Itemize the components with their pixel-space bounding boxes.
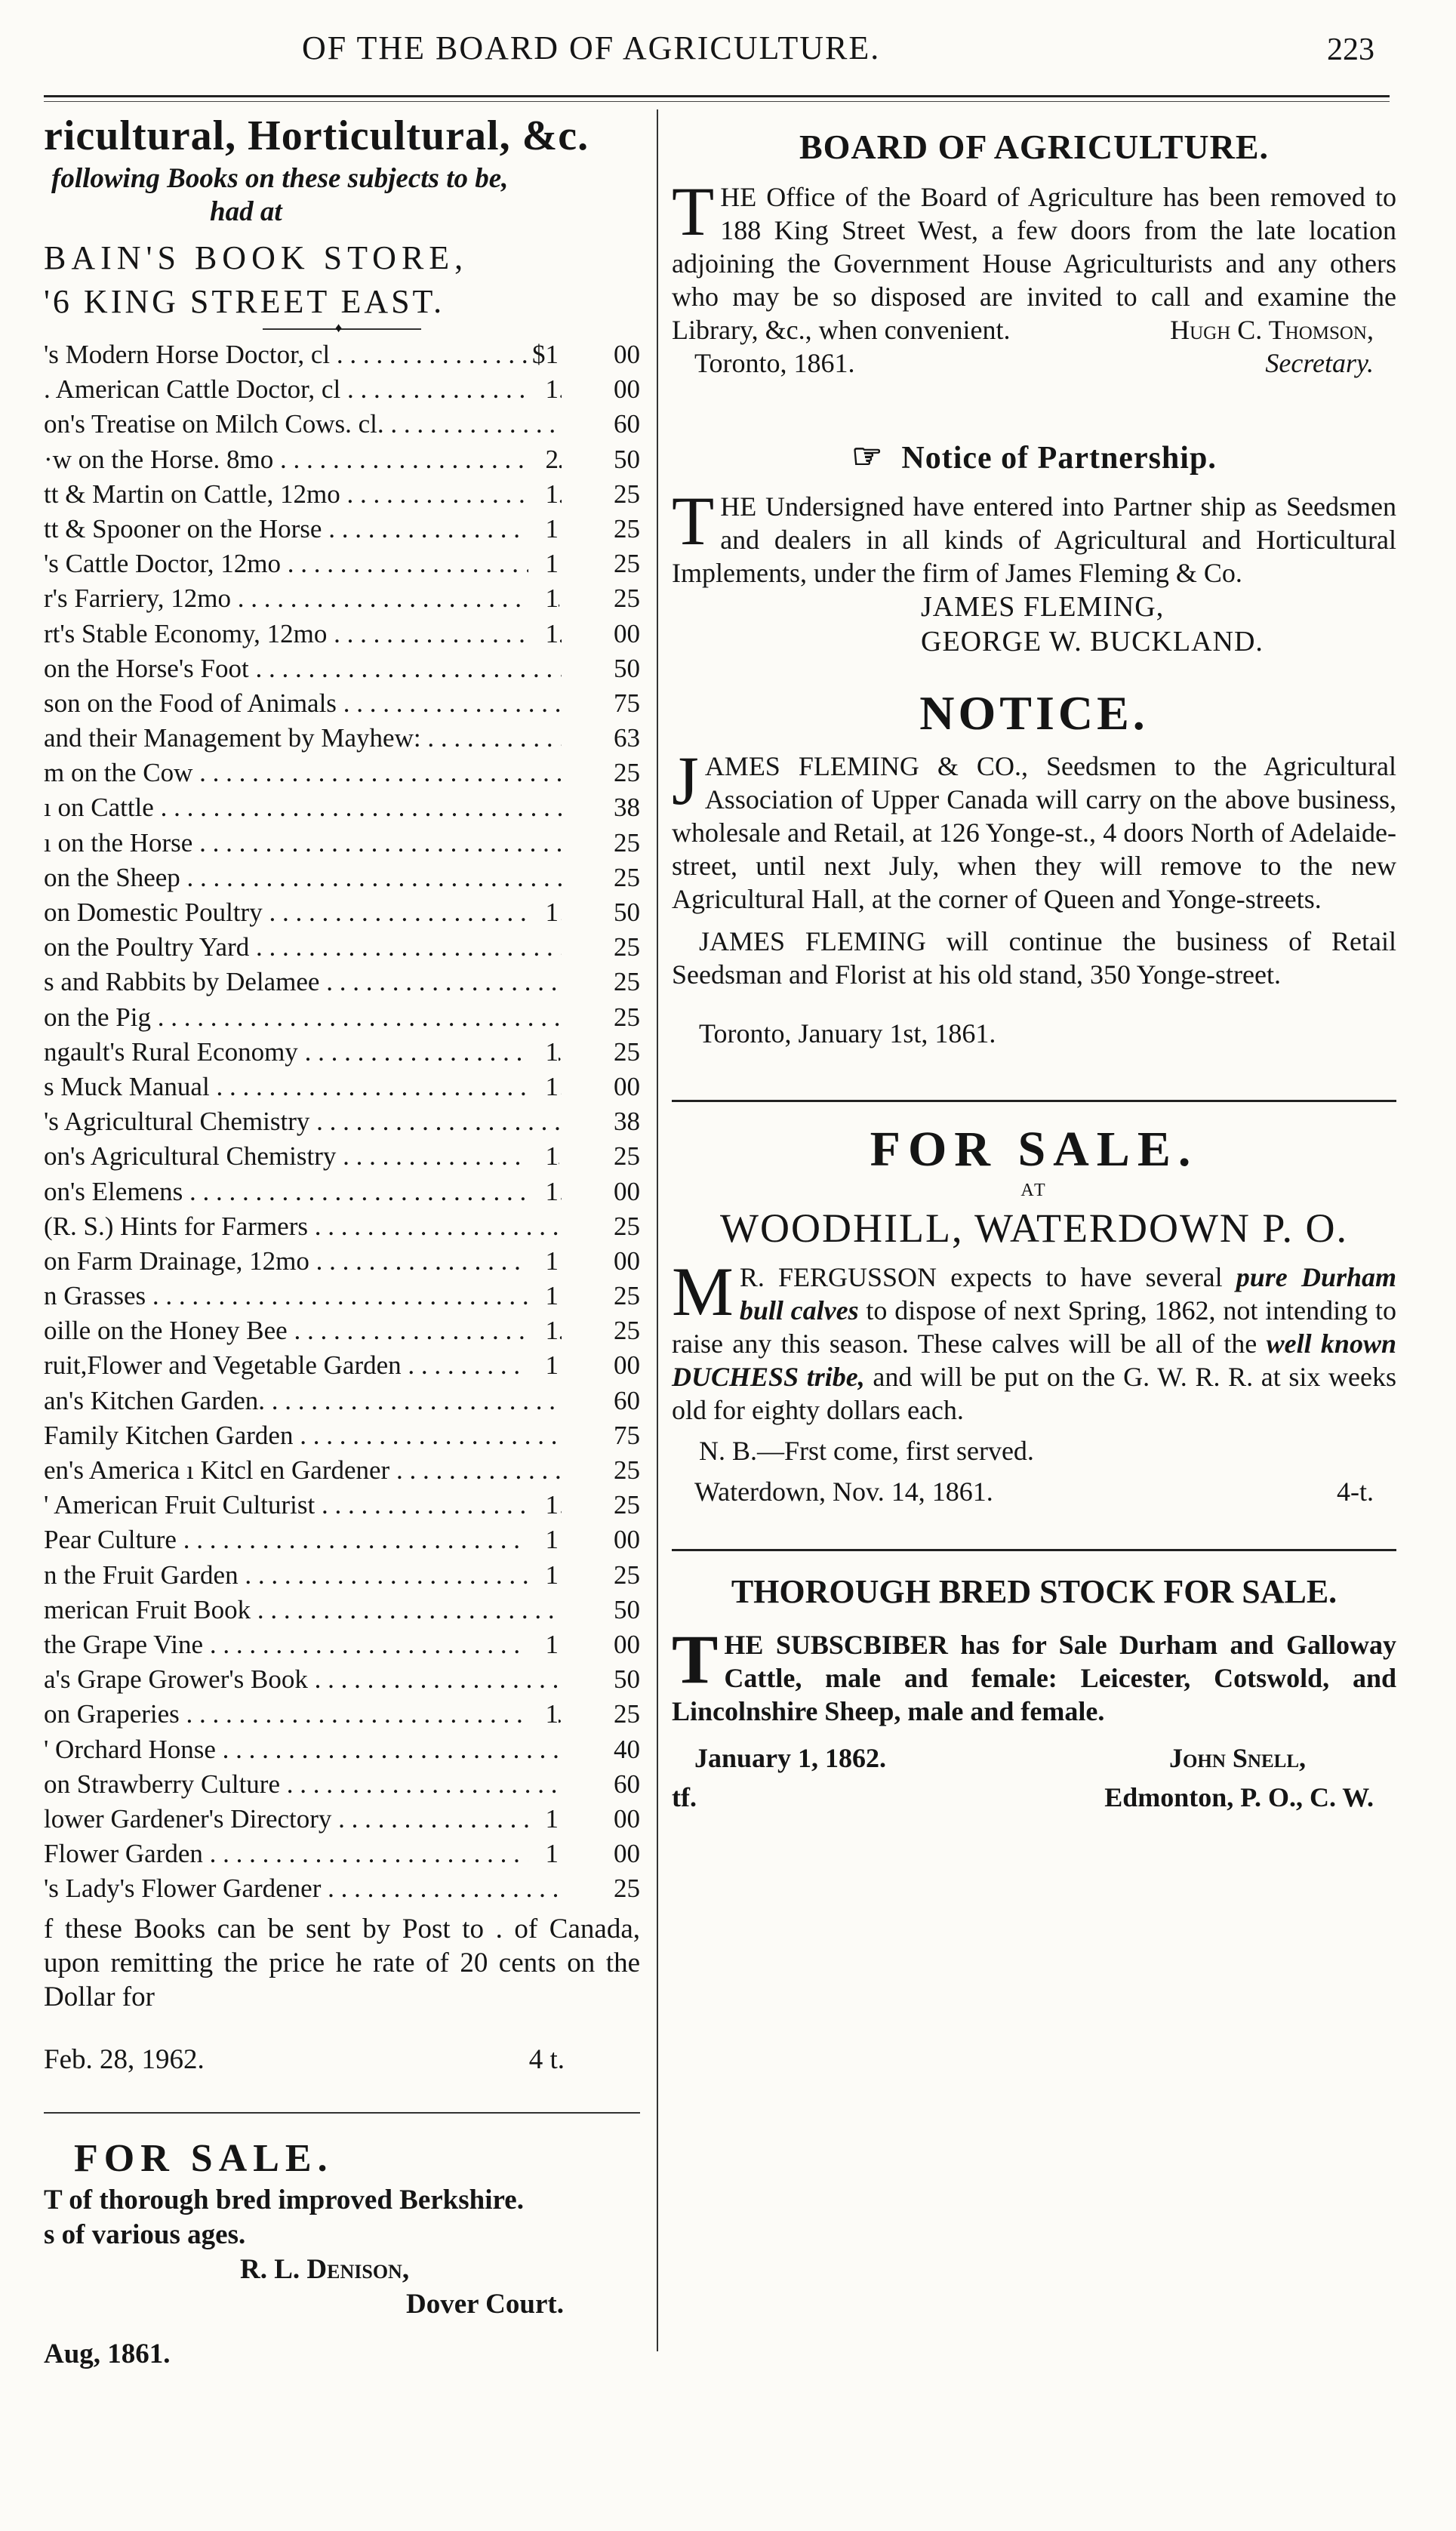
- book-price-cents: 00: [562, 1070, 640, 1104]
- book-price-dollars: 1: [528, 1627, 559, 1662]
- ornament-rule: [263, 328, 421, 330]
- book-title: on the Horse's Foot . . .: [44, 651, 565, 686]
- books-ad-term: 4 t.: [528, 2044, 565, 2076]
- berkshire-place: Dover Court.: [406, 2289, 564, 2320]
- book-list: [44, 337, 640, 1906]
- book-row: [44, 442, 640, 477]
- book-price-dollars: 1: [528, 1558, 559, 1593]
- page-header: [0, 0, 1456, 88]
- woodhill-heading: FOR SALE.: [870, 1122, 1199, 1177]
- book-price-dollars: 1: [528, 1802, 559, 1837]
- book-title: lower Gardener's Directory . . .: [44, 1802, 565, 1837]
- book-title: 's Cattle Doctor, 12mo . . .: [44, 547, 565, 581]
- woodhill-nb: N. B.—Frst come, first served.: [699, 1436, 1034, 1466]
- book-title: tt & Spooner on the Horse . . .: [44, 512, 565, 547]
- book-price-cents: 25: [562, 512, 640, 547]
- books-ad-subtitle: following Books on these subjects to be,: [51, 163, 509, 194]
- book-row: [44, 1070, 640, 1104]
- book-row: [44, 1000, 640, 1035]
- woodhill-text-b: to dispose of next Spring, 1862, not intending to raise any this season. These calves will be all of the: [672, 1295, 1396, 1359]
- book-title: on the Sheep . . .: [44, 861, 565, 895]
- book-price-dollars: 1: [528, 1697, 559, 1732]
- books-ad-dateline: [44, 2041, 640, 2079]
- board-notice: [672, 125, 1396, 380]
- stock-text: HE SUBSCBIBER has for Sale Durham and Galloway Cattle, male and female: Leicester, Cotswold, and Lincolnshire Sheep, male and female.: [672, 1630, 1396, 1726]
- book-row: [44, 1209, 640, 1244]
- board-signer: Hugh C. Thomson,: [1170, 315, 1374, 345]
- book-row: [44, 1175, 640, 1209]
- book-price-dollars: 1: [528, 581, 559, 616]
- books-ad-title: ricultural, Horticultural, &c.: [44, 112, 589, 159]
- fleming-notice: [672, 685, 1396, 1050]
- book-price-cents: 40: [562, 1732, 640, 1767]
- book-price-cents: 25: [562, 1488, 640, 1523]
- berkshire-ad: [44, 2135, 640, 2372]
- book-title: ı on the Horse . . .: [44, 826, 565, 861]
- pointing-hand-icon: ☞: [851, 437, 884, 476]
- board-text: HE Office of the Board of Agriculture has been removed to 188 King Street West, a few doors from the late location adjoining the Government House Agriculturists and any others who may be so disposed are invited to call and examine the Library, &c., when convenient.: [672, 182, 1396, 345]
- partnership-heading: Notice of Partnership.: [901, 441, 1217, 476]
- book-title: Pear Culture . . .: [44, 1523, 565, 1557]
- book-price-cents: 00: [562, 1175, 640, 1209]
- stock-term: tf.: [672, 1782, 697, 1812]
- book-row: [44, 1139, 640, 1174]
- book-title: s and Rabbits by Delamee . . .: [44, 965, 565, 999]
- books-ad-date: Feb. 28, 1962.: [44, 2044, 205, 2076]
- book-price-dollars: 2: [528, 442, 559, 477]
- book-price-dollars: 1: [528, 895, 559, 930]
- notice-heading: NOTICE.: [919, 686, 1149, 740]
- book-row: [44, 372, 640, 407]
- book-price-cents: 00: [562, 372, 640, 407]
- book-row: [44, 1348, 640, 1383]
- book-row: [44, 1558, 640, 1593]
- book-title: 's Lady's Flower Gardener . . .: [44, 1871, 565, 1906]
- book-row: [44, 861, 640, 895]
- book-price-dollars: 1: [528, 1313, 559, 1348]
- book-price-cents: 25: [562, 930, 640, 965]
- book-price-cents: 25: [562, 1697, 640, 1732]
- book-price-cents: 25: [562, 1453, 640, 1488]
- section-rule: [672, 1100, 1396, 1102]
- book-title: on's Agricultural Chemistry . . .: [44, 1139, 565, 1174]
- book-price-cents: 00: [562, 1523, 640, 1557]
- board-heading: BOARD OF AGRICULTURE.: [799, 128, 1270, 166]
- berkshire-signer: R. L. Denison,: [240, 2254, 410, 2286]
- drop-cap: T: [672, 1621, 719, 1698]
- book-row: [44, 477, 640, 512]
- woodhill-term: 4-t.: [1337, 1476, 1374, 1507]
- book-row: [44, 1104, 640, 1139]
- book-price-dollars: 1: [528, 1035, 559, 1070]
- book-title: ' Orchard Honse . . .: [44, 1732, 565, 1767]
- book-row: [44, 965, 640, 999]
- book-price-cents: 00: [562, 1348, 640, 1383]
- book-price-cents: 25: [562, 861, 640, 895]
- woodhill-at: AT: [1020, 1181, 1048, 1200]
- woodhill-text-a: R. FERGUSSON expects to have several: [739, 1262, 1236, 1292]
- book-row: [44, 407, 640, 442]
- drop-cap: J: [672, 742, 699, 819]
- woodhill-date: Waterdown, Nov. 14, 1861.: [694, 1476, 993, 1507]
- book-price-dollars: $1: [528, 337, 559, 372]
- header-rule-thin: [44, 101, 1390, 102]
- book-title: n the Fruit Garden . . .: [44, 1558, 565, 1593]
- left-column: [44, 109, 640, 2372]
- book-title: 's Agricultural Chemistry . . .: [44, 1104, 565, 1139]
- section-rule: [672, 1549, 1396, 1551]
- book-price-cents: 50: [562, 651, 640, 686]
- book-row: [44, 1627, 640, 1662]
- running-title: OF THE BOARD OF AGRICULTURE.: [302, 29, 881, 66]
- book-row: [44, 721, 640, 756]
- book-title: r's Farriery, 12mo . . .: [44, 581, 565, 616]
- book-title: s Muck Manual . . .: [44, 1070, 565, 1104]
- book-price-dollars: 1: [528, 477, 559, 512]
- book-price-cents: 60: [562, 407, 640, 442]
- book-title: en's America ı Kitcl en Gardener . . .: [44, 1453, 565, 1488]
- book-row: [44, 1279, 640, 1313]
- book-price-cents: 63: [562, 721, 640, 756]
- book-title: oille on the Honey Bee . . .: [44, 1313, 565, 1348]
- book-price-cents: 00: [562, 617, 640, 651]
- book-price-dollars: 1: [528, 512, 559, 547]
- book-price-dollars: 1: [528, 1139, 559, 1174]
- book-price-cents: 25: [562, 756, 640, 790]
- book-price-cents: 25: [562, 826, 640, 861]
- book-price-cents: 60: [562, 1767, 640, 1802]
- book-price-cents: 50: [562, 895, 640, 930]
- woodhill-text-c: and will be put on the G. W. R. R. at six weeks old for eighty dollars each.: [672, 1362, 1396, 1425]
- book-title: Family Kitchen Garden . . .: [44, 1418, 565, 1453]
- book-title: on's Treatise on Milch Cows. cl. . . .: [44, 407, 565, 442]
- book-row: [44, 1418, 640, 1453]
- book-title: Flower Garden . . .: [44, 1837, 565, 1871]
- book-row: [44, 1384, 640, 1418]
- book-title: ·w on the Horse. 8mo . . .: [44, 442, 565, 477]
- partner-name-2: GEORGE W. BUCKLAND.: [921, 626, 1264, 657]
- book-price-cents: 75: [562, 686, 640, 721]
- drop-cap: M: [672, 1253, 734, 1330]
- book-price-cents: 00: [562, 1802, 640, 1837]
- book-title: on the Poultry Yard . . .: [44, 930, 565, 965]
- book-row: [44, 581, 640, 616]
- book-row: [44, 756, 640, 790]
- book-row: [44, 512, 640, 547]
- books-ad-subtitle-2: had at: [210, 196, 282, 227]
- book-price-cents: 25: [562, 581, 640, 616]
- book-price-cents: 25: [562, 1871, 640, 1906]
- book-row: [44, 337, 640, 372]
- book-title: the Grape Vine . . .: [44, 1627, 565, 1662]
- drop-cap: T: [672, 482, 715, 559]
- board-role: Secretary.: [1265, 348, 1374, 378]
- book-title: an's Kitchen Garden. . . .: [44, 1384, 565, 1418]
- book-price-cents: 38: [562, 1104, 640, 1139]
- book-row: [44, 547, 640, 581]
- book-price-dollars: 1: [528, 1175, 559, 1209]
- book-title: n Grasses . . .: [44, 1279, 565, 1313]
- book-title: on Graperies . . .: [44, 1697, 565, 1732]
- stock-heading: THOROUGH BRED STOCK FOR SALE.: [731, 1573, 1337, 1610]
- book-price-dollars: 1: [528, 1244, 559, 1279]
- book-row: [44, 1662, 640, 1697]
- book-price-cents: 25: [562, 1000, 640, 1035]
- stock-place: Edmonton, P. O., C. W.: [1104, 1782, 1374, 1812]
- berkshire-heading: FOR SALE.: [74, 2137, 334, 2181]
- book-price-cents: 25: [562, 1313, 640, 1348]
- book-row: [44, 930, 640, 965]
- book-price-dollars: 1: [528, 1070, 559, 1104]
- berkshire-date: Aug, 1861.: [44, 2339, 171, 2370]
- stock-ad: [672, 1569, 1396, 1814]
- partner-name-1: JAMES FLEMING,: [921, 591, 1165, 623]
- book-title: ruit,Flower and Vegetable Garden . . .: [44, 1348, 565, 1383]
- book-row: [44, 1035, 640, 1070]
- book-price-cents: 00: [562, 1244, 640, 1279]
- book-price-cents: 25: [562, 477, 640, 512]
- section-rule: [44, 2112, 640, 2114]
- book-price-dollars: 1: [528, 547, 559, 581]
- stock-date: January 1, 1862.: [694, 1743, 887, 1773]
- woodhill-place: WOODHILL, WATERDOWN P. O.: [720, 1205, 1348, 1251]
- book-price-cents: 25: [562, 1139, 640, 1174]
- book-row: [44, 651, 640, 686]
- header-rule: [44, 95, 1390, 97]
- book-row: [44, 1488, 640, 1523]
- woodhill-text-em1: pure Durham bull calves: [739, 1262, 1396, 1326]
- notice-date: Toronto, January 1st, 1861.: [699, 1018, 996, 1048]
- book-price-cents: 50: [562, 1662, 640, 1697]
- book-price-dollars: 1: [528, 617, 559, 651]
- book-price-cents: 25: [562, 547, 640, 581]
- book-title: 's Modern Horse Doctor, cl . . .: [44, 337, 565, 372]
- book-row: [44, 790, 640, 825]
- book-title: on the Pig . . .: [44, 1000, 565, 1035]
- book-row: [44, 1313, 640, 1348]
- book-row: [44, 686, 640, 721]
- book-title: ı on Cattle . . .: [44, 790, 565, 825]
- book-title: son on the Food of Animals . . .: [44, 686, 565, 721]
- book-row: [44, 1732, 640, 1767]
- book-price-cents: 00: [562, 1627, 640, 1662]
- book-price-cents: 25: [562, 965, 640, 999]
- notice-text: AMES FLEMING & CO., Seedsmen to the Agricultural Association of Upper Canada will carry on the above business, wholesale and Retail, at 126 Yonge-st., 4 doors North of Adelaide-street, until next July, when they will remove to the new Agricultural Hall, at the corner of Queen and Yonge-streets.: [672, 751, 1396, 914]
- book-price-cents: 60: [562, 1384, 640, 1418]
- book-price-cents: 75: [562, 1418, 640, 1453]
- book-title: on Strawberry Culture . . .: [44, 1767, 565, 1802]
- drop-cap: T: [672, 173, 715, 250]
- book-row: [44, 1453, 640, 1488]
- notice-text-2: JAMES FLEMING will continue the business of Retail Seedsman and Florist at his old stand, 350 Yonge-street.: [672, 926, 1396, 990]
- stock-signer: John Snell,: [1168, 1743, 1306, 1773]
- book-price-dollars: 1: [528, 1348, 559, 1383]
- woodhill-text-em2: well known DUCHESS tribe,: [672, 1329, 1396, 1392]
- book-price-cents: 00: [562, 1837, 640, 1871]
- right-column: [672, 109, 1396, 1814]
- book-price-dollars: 1: [528, 1279, 559, 1313]
- column-divider: [657, 109, 658, 2351]
- book-row: [44, 1871, 640, 1906]
- book-title: ngault's Rural Economy . . .: [44, 1035, 565, 1070]
- book-price-cents: 50: [562, 442, 640, 477]
- book-row: [44, 895, 640, 930]
- book-row: [44, 1697, 640, 1732]
- book-price-dollars: 1: [528, 1837, 559, 1871]
- book-title: on Domestic Poultry . . .: [44, 895, 565, 930]
- book-title: on's Elemens . . .: [44, 1175, 565, 1209]
- store-name: BAIN'S BOOK STORE,: [44, 239, 469, 276]
- berkshire-line-2: s of various ages.: [44, 2219, 246, 2251]
- postage-note: f these Books can be sent by Post to . of Canada, upon remitting the price he rate of 20 cents on the Dollar for: [44, 1914, 640, 2013]
- book-price-cents: 50: [562, 1593, 640, 1627]
- book-title: (R. S.) Hints for Farmers . . .: [44, 1209, 565, 1244]
- book-title: tt & Martin on Cattle, 12mo . . .: [44, 477, 565, 512]
- book-row: [44, 1523, 640, 1557]
- book-title: rt's Stable Economy, 12mo . . .: [44, 617, 565, 651]
- book-price-dollars: 1: [528, 372, 559, 407]
- book-title: ' American Fruit Culturist . . .: [44, 1488, 565, 1523]
- book-price-cents: 38: [562, 790, 640, 825]
- partnership-notice: [672, 434, 1396, 659]
- partnership-text: HE Undersigned have entered into Partner ship as Seedsmen and dealers in all kinds of Agricultural and Horticultural Implements, under the firm of James Fleming & Co.: [672, 491, 1396, 588]
- book-price-cents: 25: [562, 1279, 640, 1313]
- book-price-cents: 00: [562, 337, 640, 372]
- book-title: a's Grape Grower's Book . . .: [44, 1662, 565, 1697]
- book-price-cents: 25: [562, 1035, 640, 1070]
- book-title: merican Fruit Book . . .: [44, 1593, 565, 1627]
- book-title: . American Cattle Doctor, cl . . .: [44, 372, 565, 407]
- book-price-dollars: 1: [528, 1488, 559, 1523]
- book-title: on Farm Drainage, 12mo . . .: [44, 1244, 565, 1279]
- store-address: '6 KING STREET EAST.: [44, 283, 445, 320]
- book-price-cents: 25: [562, 1558, 640, 1593]
- book-title: and their Management by Mayhew: . . .: [44, 721, 565, 756]
- page-number: 223: [1327, 32, 1374, 67]
- book-price-cents: 25: [562, 1209, 640, 1244]
- book-row: [44, 1837, 640, 1871]
- book-row: [44, 617, 640, 651]
- book-row: [44, 1767, 640, 1802]
- book-row: [44, 1244, 640, 1279]
- book-row: [44, 1593, 640, 1627]
- book-row: [44, 1802, 640, 1837]
- book-price-dollars: 1: [528, 1523, 559, 1557]
- berkshire-line-1: T of thorough bred improved Berkshire.: [44, 2185, 524, 2216]
- woodhill-ad: [672, 1120, 1396, 1508]
- board-place-date: Toronto, 1861.: [694, 348, 855, 378]
- book-title: m on the Cow . . .: [44, 756, 565, 790]
- book-row: [44, 826, 640, 861]
